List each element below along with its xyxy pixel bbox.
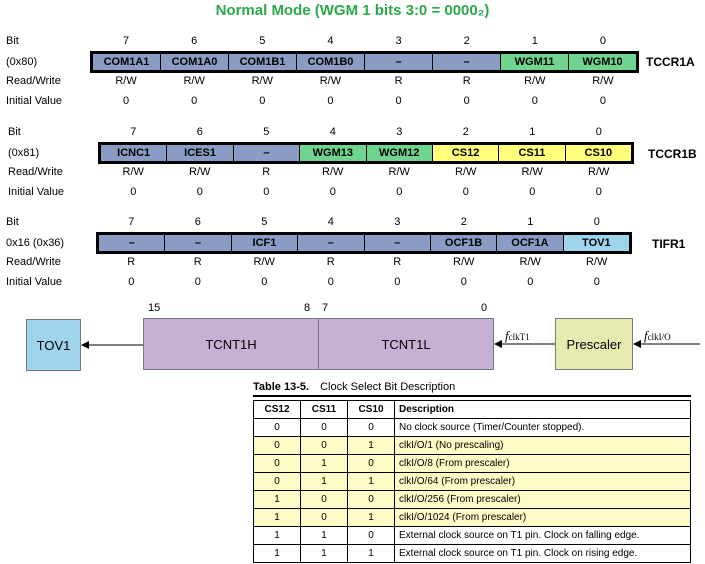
bit-label: Bit [6,216,19,228]
init-value: 0 [396,186,403,198]
cs10-cell: 0 [348,491,395,509]
field-cell: – [432,54,500,70]
cs12-cell: 0 [254,455,301,473]
description-cell: clkI/O/8 (From prescaler) [395,455,691,473]
field-cell: CS11 [498,145,564,161]
rw-value: R/W [524,75,546,87]
rw-value: R/W [322,166,344,178]
tov1-box: TOV1 [26,319,81,371]
caption-rule [253,395,691,397]
init-value: 0 [529,186,536,198]
table-caption-text: Clock Select Bit Description [320,381,456,393]
table-row [254,437,691,455]
rw-value: R/W [319,75,342,87]
bit-number: 2 [460,216,467,228]
rw-label: Read/Write [6,75,61,87]
rw-value: R/W [453,256,475,268]
bit-number: 5 [259,35,266,47]
bit-number: 4 [327,216,334,228]
description-cell: External clock source on T1 pin. Clock on falling edge. [395,527,691,545]
bit-number: 6 [191,35,198,47]
bit-number: 5 [261,216,268,228]
field-cell: CS12 [432,145,498,161]
bit-7-label: 7 [322,302,329,314]
table-header: Description [395,401,691,419]
description-cell: clkI/O/1024 (From prescaler) [395,509,691,527]
rw-value: R [394,75,403,87]
rw-label: Read/Write [8,166,63,178]
table-row [254,545,691,563]
field-cell: CS10 [565,145,631,161]
rw-value: R/W [519,256,541,268]
table-row [254,527,691,545]
bit-0-label: 0 [481,302,488,314]
cs12-cell: 0 [254,437,301,455]
table-row [254,455,691,473]
bit-number: 0 [595,126,602,138]
init-value: 0 [329,186,336,198]
rw-value: R/W [455,166,477,178]
bit-number: 5 [263,126,270,138]
rw-value: R/W [388,166,410,178]
field-cell: OCF1A [496,235,562,251]
field-cell: COM1A1 [93,54,160,70]
init-value: 0 [191,95,198,107]
init-value: 0 [259,95,266,107]
rw-value: R/W [189,166,211,178]
page-title: Normal Mode (WGM 1 bits 3:0 = 0000₂) [215,2,490,19]
cs12-cell: 0 [254,419,301,437]
bit-number: 2 [462,126,469,138]
rw-value: R/W [183,75,205,87]
init-value: 0 [395,95,402,107]
bit-number: 1 [531,35,538,47]
clk-t1-label: fclkT1 [505,328,530,343]
rw-value: R/W [588,166,610,178]
register-name: TIFR1 [652,237,686,251]
bit-number: 1 [529,126,536,138]
bit-number: 6 [196,126,203,138]
bit-label: Bit [6,35,19,47]
bit-number: 3 [394,216,401,228]
rw-value: R/W [521,166,543,178]
field-cell: – [297,235,363,251]
bit-number: 4 [327,35,334,47]
cs11-cell: 0 [301,437,348,455]
cs12-cell: 0 [254,473,301,491]
bit-number: 7 [128,216,135,228]
cs11-cell: 1 [301,545,348,563]
tcnt1h-box: TCNT1H [143,318,319,370]
description-cell: External clock source on T1 pin. Clock on rising edge. [395,545,691,563]
bit-number: 2 [463,35,470,47]
cs11-cell: 0 [301,491,348,509]
init-label: Initial Value [6,95,63,107]
tcnt1l-box: TCNT1L [318,318,494,370]
cs10-cell: 1 [348,437,395,455]
cs12-cell: 1 [254,545,301,563]
rw-value: R [326,256,335,268]
cs11-cell: 1 [301,527,348,545]
table-row [254,419,691,437]
prescaler-box: Prescaler [555,318,633,370]
table-header: CS12 [254,401,301,419]
table-header: CS11 [301,401,348,419]
table-header-row [254,401,691,419]
bit-number: 4 [329,126,336,138]
init-value: 0 [463,95,470,107]
cs10-cell: 0 [348,455,395,473]
cs12-cell: 1 [254,527,301,545]
cs10-cell: 0 [348,419,395,437]
cs10-cell: 1 [348,473,395,491]
register-name: TCCR1B [648,147,697,161]
init-value: 0 [196,186,203,198]
field-cell: – [364,54,432,70]
init-value: 0 [263,186,270,198]
rw-label: Read/Write [6,256,61,268]
table-row [254,473,691,491]
bit-number: 0 [599,35,606,47]
init-value: 0 [460,276,467,288]
description-cell: clkI/O/256 (From prescaler) [395,491,691,509]
bit-number: 6 [194,216,201,228]
cs11-cell: 1 [301,473,348,491]
bit-number: 3 [396,126,403,138]
cs12-cell: 1 [254,491,301,509]
init-value: 0 [123,95,130,107]
table-row [254,509,691,527]
init-value: 0 [327,95,334,107]
rw-value: R [127,256,136,268]
bit-8-label: 8 [304,302,311,314]
bit-number: 7 [130,126,137,138]
field-cell: COM1B0 [296,54,364,70]
init-value: 0 [593,276,600,288]
init-value: 0 [261,276,268,288]
bit-number: 1 [527,216,534,228]
rw-value: R/W [586,256,608,268]
description-cell: clkI/O/64 (From prescaler) [395,473,691,491]
init-value: 0 [128,276,135,288]
init-value: 0 [462,186,469,198]
field-cell: ICNC1 [101,145,166,161]
init-label: Initial Value [8,186,65,198]
clock-select-table [253,400,691,563]
bit-number: 7 [123,35,130,47]
init-value: 0 [599,95,606,107]
table-caption [253,381,455,393]
clk-io-label: fclkI/O [644,328,671,343]
init-label: Initial Value [6,276,63,288]
table-row [254,491,691,509]
rw-value: R [393,256,402,268]
description-cell: No clock source (Timer/Counter stopped). [395,419,691,437]
bit-label: Bit [8,126,21,138]
bit-number: 3 [395,35,402,47]
rw-value: R/W [115,75,137,87]
init-value: 0 [394,276,401,288]
field-cell: – [164,235,230,251]
register-name: TCCR1A [646,55,695,69]
cs11-cell: 1 [301,455,348,473]
field-cell: WGM10 [568,54,636,70]
field-cell: OCF1B [430,235,496,251]
bit-number: 0 [593,216,600,228]
field-cell: WGM12 [366,145,432,161]
rw-value: R [262,166,271,178]
rw-value: R [193,256,202,268]
field-cell: – [364,235,430,251]
init-value: 0 [595,186,602,198]
register-address: (0x81) [8,147,40,159]
init-value: 0 [531,95,538,107]
cs11-cell: 0 [301,419,348,437]
rw-value: R/W [251,75,273,87]
description-cell: clkI/O/1 (No prescaling) [395,437,691,455]
field-cell: TOV1 [563,235,629,251]
register-address: 0x16 (0x36) [6,237,65,249]
init-value: 0 [527,276,534,288]
field-cell: WGM13 [299,145,365,161]
cs10-cell: 1 [348,545,395,563]
bit-15-label: 15 [148,302,161,314]
rw-value: R [462,75,471,87]
field-cell: – [99,235,164,251]
cs11-cell: 0 [301,509,348,527]
rw-value: R/W [122,166,144,178]
table-header: CS10 [348,401,395,419]
field-cell: WGM11 [500,54,568,70]
field-cell: – [233,145,299,161]
register-address: (0x80) [6,56,38,68]
field-cell: ICES1 [166,145,232,161]
init-value: 0 [194,276,201,288]
rw-value: R/W [592,75,614,87]
cs12-cell: 1 [254,509,301,527]
cs10-cell: 0 [348,527,395,545]
table-caption-number: Table 13-5. [253,381,310,393]
init-value: 0 [327,276,334,288]
cs10-cell: 1 [348,509,395,527]
init-value: 0 [130,186,137,198]
rw-value: R/W [253,256,275,268]
field-cell: ICF1 [231,235,297,251]
field-cell: COM1B1 [228,54,296,70]
field-cell: COM1A0 [160,54,228,70]
